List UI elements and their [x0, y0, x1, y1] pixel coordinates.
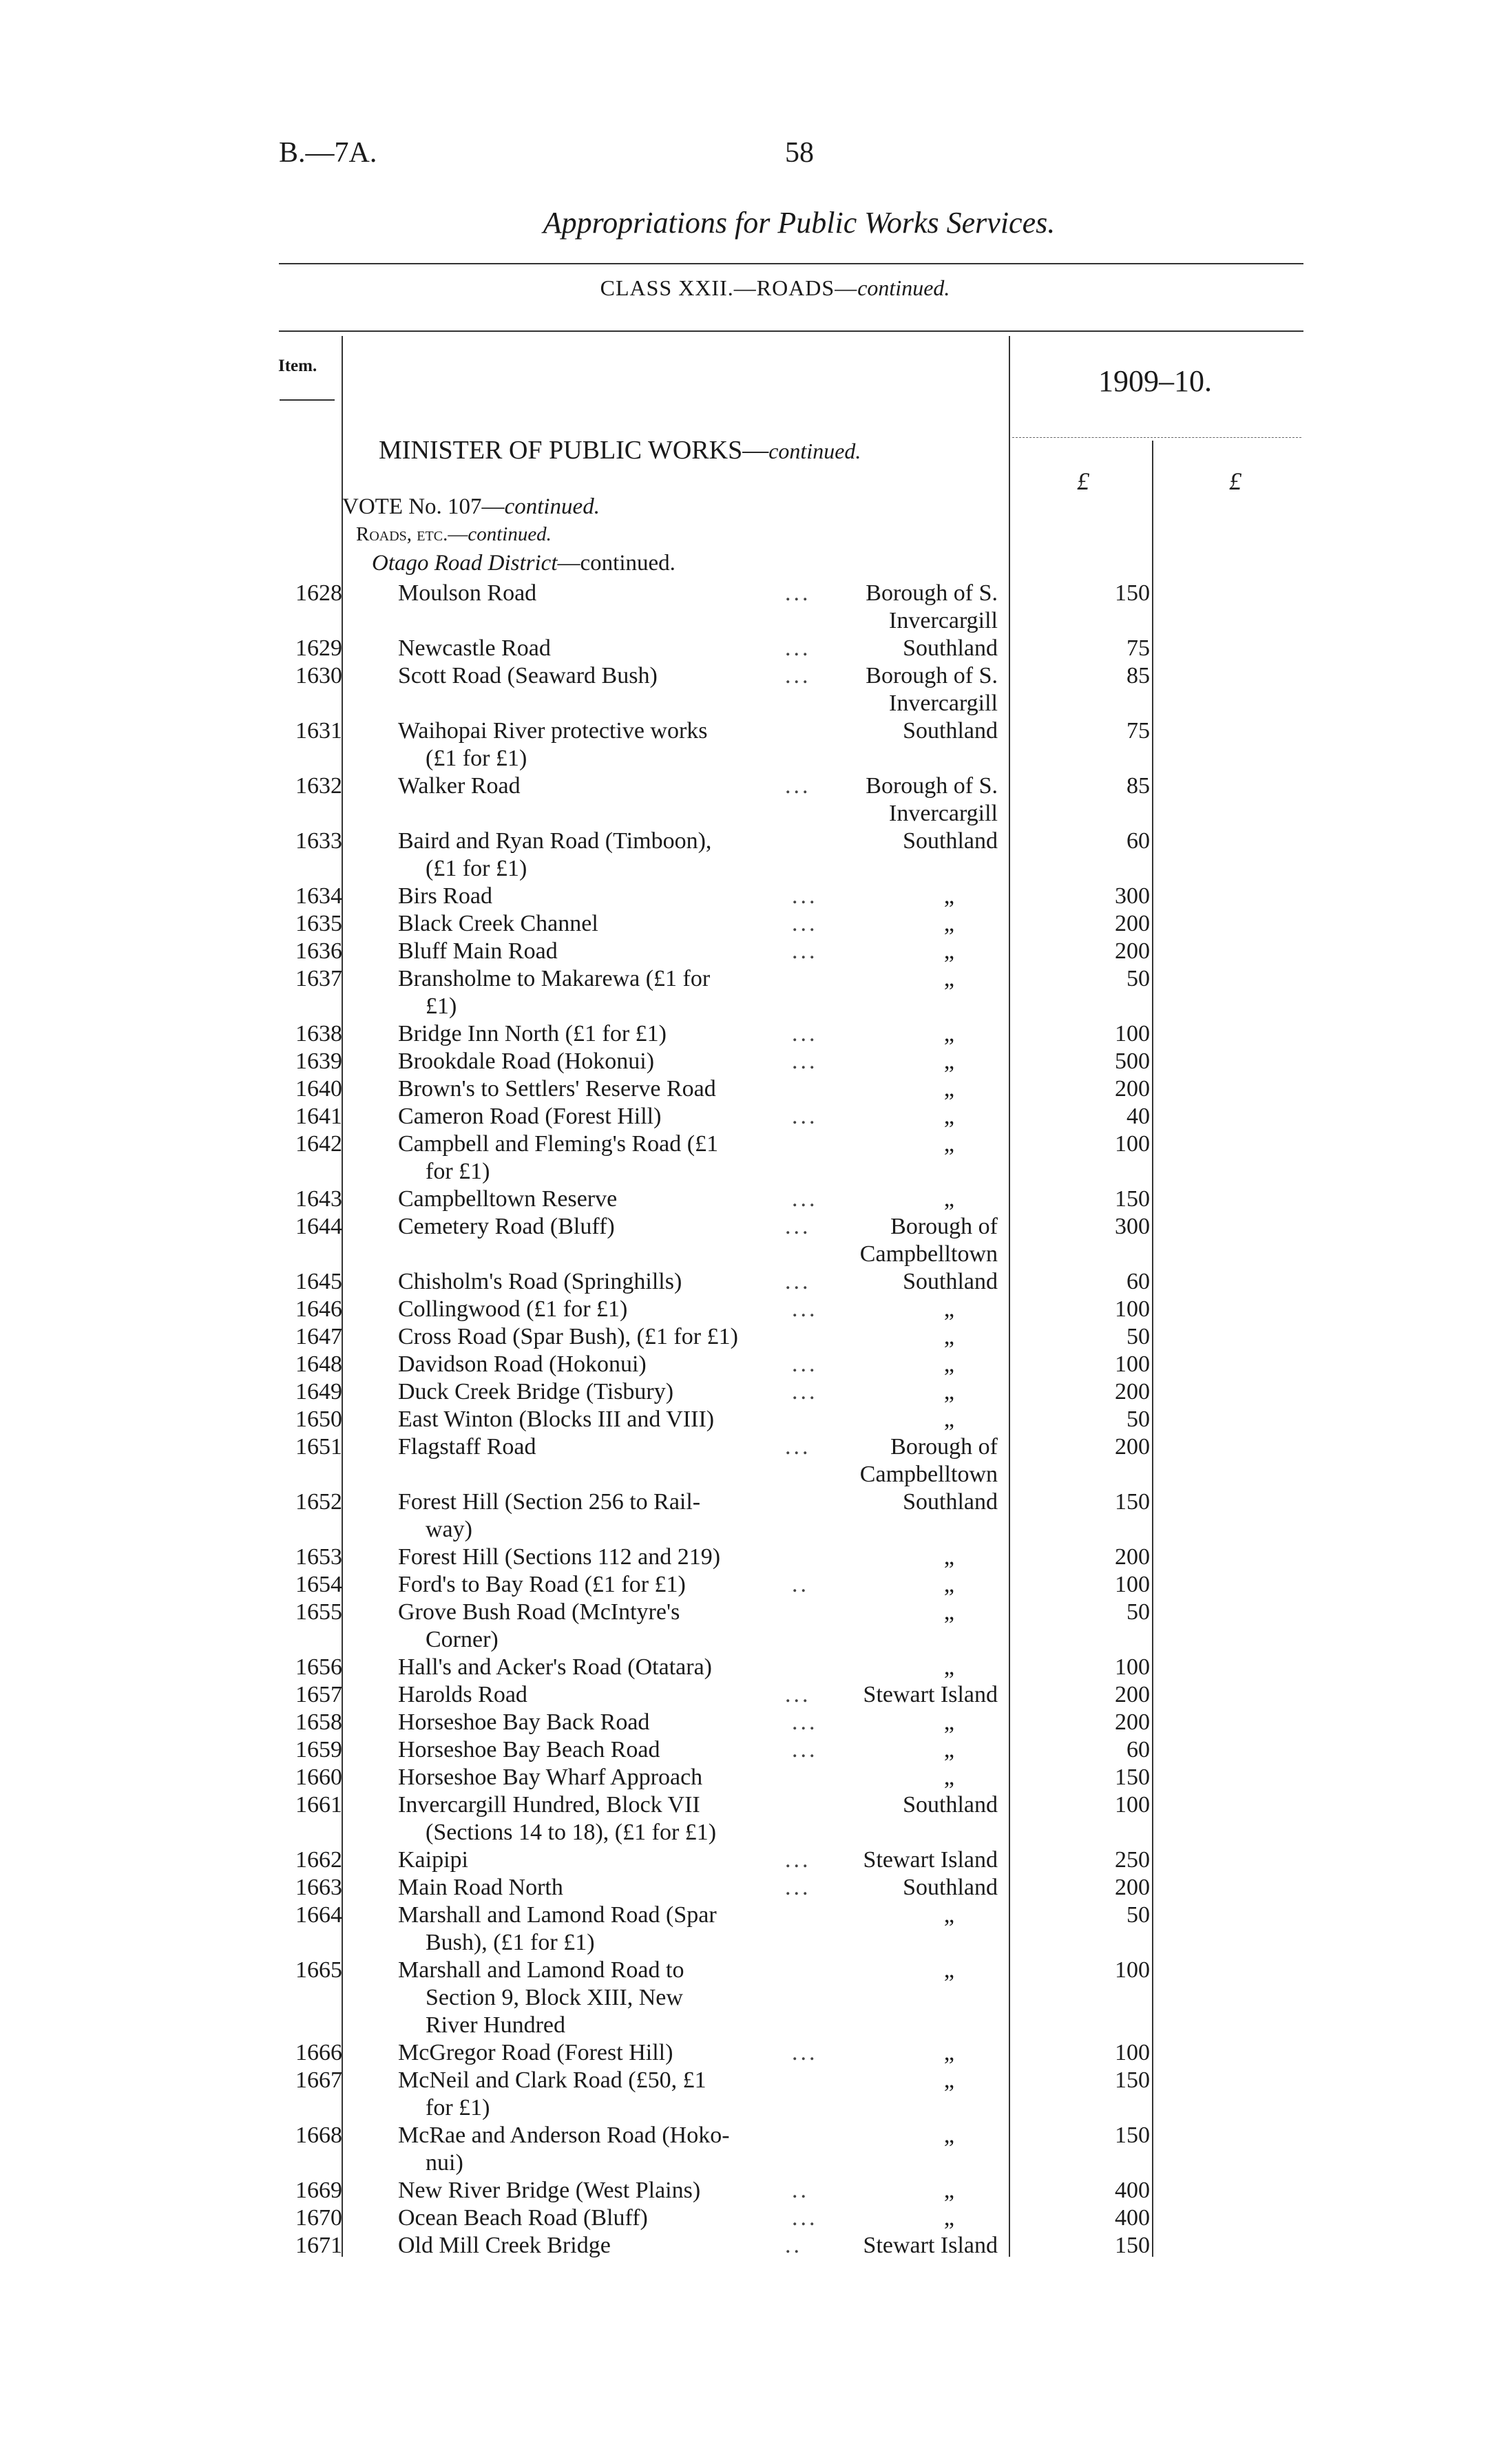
locality: „	[943, 966, 954, 991]
locality: „	[943, 2205, 954, 2231]
item-description: Forest Hill (Section 256 to Rail-	[398, 1489, 701, 1515]
item-number: 1665	[295, 1957, 342, 1983]
locality: „	[943, 1737, 954, 1762]
locality: „	[943, 911, 954, 936]
locality: „	[943, 1351, 954, 1377]
item-description-continued: (Sections 14 to 18), (£1 for £1)	[426, 1820, 717, 1845]
amount: 200	[1115, 938, 1150, 964]
table-row	[0, 1406, 1488, 1433]
table-row	[0, 1378, 1488, 1406]
item-number: 1666	[295, 2040, 342, 2065]
item-number: 1653	[295, 1544, 342, 1570]
item-description-continued: (£1 for £1)	[426, 746, 527, 771]
item-number: 1648	[295, 1351, 342, 1377]
leader-dots: ..	[785, 2233, 802, 2258]
item-number: 1661	[295, 1792, 342, 1818]
item-number: 1641	[295, 1104, 342, 1129]
locality: Southland	[903, 635, 998, 661]
item-number: 1663	[295, 1875, 342, 1900]
amount: 100	[1115, 1296, 1150, 1322]
locality: „	[943, 2040, 954, 2065]
amount: 300	[1115, 1214, 1150, 1239]
locality: „	[943, 2178, 954, 2203]
item-description: Grove Bush Road (McIntyre's	[398, 1599, 680, 1625]
item-description-continued: River Hundred	[426, 2012, 566, 2038]
table-row	[0, 580, 1488, 635]
item-description: New River Bridge (West Plains)	[398, 2178, 701, 2203]
item-description: Birs Road	[398, 883, 492, 909]
item-description: Walker Road	[398, 773, 521, 799]
leader-dots: ...	[792, 2040, 818, 2065]
locality: „	[943, 1654, 954, 1680]
amount: 150	[1115, 2233, 1150, 2258]
amount: 50	[1127, 1599, 1150, 1625]
amount: 200	[1115, 1379, 1150, 1404]
locality: Borough of S.	[866, 773, 998, 799]
item-number: 1642	[295, 1131, 342, 1157]
locality: Stewart Island	[863, 2233, 998, 2258]
item-description: Black Creek Channel	[398, 911, 598, 936]
leader-dots: ...	[792, 1186, 818, 1212]
item-description: McGregor Road (Forest Hill)	[398, 2040, 673, 2065]
item-description: Flagstaff Road	[398, 1434, 536, 1460]
item-description: Collingwood (£1 for £1)	[398, 1296, 628, 1322]
locality: „	[943, 1599, 954, 1625]
item-description-continued: Bush), (£1 for £1)	[426, 1930, 595, 1955]
locality-continued: Campbelltown	[859, 1241, 998, 1267]
leader-dots: ...	[792, 1709, 818, 1735]
roads-text: Roads, etc.—	[356, 523, 468, 545]
table-row	[0, 1488, 1488, 1544]
table-row	[0, 1048, 1488, 1075]
item-number: 1633	[295, 828, 342, 854]
item-number: 1670	[295, 2205, 342, 2231]
item-description: Horseshoe Bay Wharf Approach	[398, 1765, 703, 1790]
roads-heading	[356, 523, 552, 546]
leader-dots: ...	[785, 1875, 811, 1900]
item-number: 1637	[295, 966, 342, 991]
item-description-continued: for £1)	[426, 2095, 490, 2120]
amount: 60	[1127, 1737, 1150, 1762]
item-number: 1664	[295, 1902, 342, 1928]
item-description: Forest Hill (Sections 112 and 219)	[398, 1544, 721, 1570]
amount: 60	[1127, 1269, 1150, 1294]
amount: 100	[1115, 2040, 1150, 2065]
table-row	[0, 1764, 1488, 1791]
amount: 150	[1115, 1489, 1150, 1515]
item-description: Ocean Beach Road (Bluff)	[398, 2205, 648, 2231]
class-heading-continued: continued.	[857, 275, 950, 300]
locality: „	[943, 1902, 954, 1928]
amount: 100	[1115, 1792, 1150, 1818]
leader-dots: ...	[785, 773, 811, 799]
locality: „	[943, 2123, 954, 2148]
table-row	[0, 1681, 1488, 1709]
year-column-header: 1909–10.	[1098, 364, 1212, 398]
amount: 200	[1115, 1434, 1150, 1460]
leader-dots: ...	[792, 1351, 818, 1377]
leader-dots: ...	[792, 938, 818, 964]
locality: „	[943, 883, 954, 909]
locality: „	[943, 1324, 954, 1349]
item-description: Duck Creek Bridge (Tisbury)	[398, 1379, 674, 1404]
table-row	[0, 1599, 1488, 1654]
amount: 200	[1115, 1076, 1150, 1102]
item-description-continued: Corner)	[426, 1627, 499, 1652]
locality-continued: Invercargill	[889, 691, 998, 716]
item-description: Scott Road (Seaward Bush)	[398, 663, 658, 688]
table-row	[0, 717, 1488, 772]
locality: Borough of S.	[866, 663, 998, 688]
item-number: 1657	[295, 1682, 342, 1707]
item-description: Cameron Road (Forest Hill)	[398, 1104, 662, 1129]
table-row	[0, 1323, 1488, 1351]
table-row	[0, 2122, 1488, 2177]
page-number: 58	[785, 137, 814, 169]
class-heading-text: CLASS XXII.—ROADS—	[600, 275, 858, 300]
leader-dots: ...	[785, 1847, 811, 1873]
amount: 50	[1127, 1324, 1150, 1349]
table-row	[0, 1791, 1488, 1846]
locality: Southland	[903, 828, 998, 854]
amount: 100	[1115, 1131, 1150, 1157]
amount: 100	[1115, 1572, 1150, 1597]
table-row	[0, 1433, 1488, 1488]
amount: 400	[1115, 2178, 1150, 2203]
item-description: Brookdale Road (Hokonui)	[398, 1049, 655, 1074]
leader-dots: ..	[792, 1572, 809, 1597]
minister-heading	[379, 435, 861, 465]
pound-header-2: £	[1229, 467, 1241, 495]
table-row	[0, 2177, 1488, 2204]
table-row	[0, 938, 1488, 965]
amount: 200	[1115, 911, 1150, 936]
item-number: 1628	[295, 580, 342, 606]
leader-dots: ...	[792, 883, 818, 909]
year-header-rule	[1012, 437, 1301, 438]
locality: „	[943, 1296, 954, 1322]
locality: „	[943, 1572, 954, 1597]
amount: 200	[1115, 1682, 1150, 1707]
item-number: 1632	[295, 773, 342, 799]
vote-heading	[342, 494, 600, 520]
item-number: 1638	[295, 1021, 342, 1046]
table-row	[0, 828, 1488, 883]
item-description: Bridge Inn North (£1 for £1)	[398, 1021, 667, 1046]
amount: 100	[1115, 1654, 1150, 1680]
amount: 75	[1127, 718, 1150, 744]
item-number: 1636	[295, 938, 342, 964]
locality: Borough of	[890, 1434, 998, 1460]
title-rule	[279, 263, 1303, 264]
table-row	[0, 772, 1488, 828]
table-row	[0, 1186, 1488, 1213]
item-number: 1669	[295, 2178, 342, 2203]
page-title: Appropriations for Public Works Services.	[543, 206, 1056, 240]
locality: „	[943, 1049, 954, 1074]
amount: 200	[1115, 1875, 1150, 1900]
pound-header-1: £	[1077, 467, 1089, 495]
amount: 150	[1115, 1765, 1150, 1790]
locality: Southland	[903, 1875, 998, 1900]
amount: 85	[1127, 663, 1150, 688]
table-row	[0, 1957, 1488, 2039]
item-number: 1644	[295, 1214, 342, 1239]
item-number: 1660	[295, 1765, 342, 1790]
table-row	[0, 1213, 1488, 1268]
class-heading-rule	[279, 330, 1303, 332]
leader-dots: ...	[792, 1021, 818, 1046]
locality: „	[943, 1379, 954, 1404]
table-row	[0, 2204, 1488, 2232]
item-description: McRae and Anderson Road (Hoko-	[398, 2123, 730, 2148]
document-reference: B.—7A.	[279, 137, 377, 169]
table-row	[0, 1736, 1488, 1764]
table-row	[0, 2232, 1488, 2260]
leader-dots: ...	[785, 635, 811, 661]
item-number: 1647	[295, 1324, 342, 1349]
leader-dots: ...	[785, 663, 811, 688]
item-number: 1656	[295, 1654, 342, 1680]
locality: „	[943, 938, 954, 964]
item-number: 1649	[295, 1379, 342, 1404]
locality-continued: Invercargill	[889, 801, 998, 826]
table-row	[0, 1654, 1488, 1681]
item-description-continued: £1)	[426, 993, 457, 1019]
amount: 100	[1115, 1021, 1150, 1046]
table-row	[0, 1075, 1488, 1103]
amount: 150	[1115, 1186, 1150, 1212]
leader-dots: ...	[785, 580, 811, 606]
table-row	[0, 2067, 1488, 2122]
table-row	[0, 1571, 1488, 1599]
table-row	[0, 1902, 1488, 1957]
item-description: Bransholme to Makarewa (£1 for	[398, 966, 711, 991]
vote-continued: continued.	[504, 494, 600, 519]
item-number: 1658	[295, 1709, 342, 1735]
item-number: 1655	[295, 1599, 342, 1625]
leader-dots: ...	[785, 1682, 811, 1707]
locality: Stewart Island	[863, 1682, 998, 1707]
item-description: Chisholm's Road (Springhills)	[398, 1269, 682, 1294]
item-description: Horseshoe Bay Beach Road	[398, 1737, 660, 1762]
amount: 200	[1115, 1544, 1150, 1570]
item-number: 1654	[295, 1572, 342, 1597]
amount: 85	[1127, 773, 1150, 799]
table-row	[0, 2039, 1488, 2067]
item-description-continued: (£1 for £1)	[426, 856, 527, 881]
locality: „	[943, 1765, 954, 1790]
item-description: Davidson Road (Hokonui)	[398, 1351, 647, 1377]
table-row	[0, 1846, 1488, 1874]
item-number: 1640	[295, 1076, 342, 1102]
minister-continued: continued.	[768, 439, 861, 463]
item-description: Brown's to Settlers' Reserve Road	[398, 1076, 716, 1102]
item-description: Invercargill Hundred, Block VII	[398, 1792, 700, 1818]
amount: 75	[1127, 635, 1150, 661]
locality-continued: Campbelltown	[859, 1462, 998, 1487]
vote-text: VOTE No. 107—	[342, 494, 505, 519]
item-number: 1629	[295, 635, 342, 661]
locality: „	[943, 1104, 954, 1129]
amount: 500	[1115, 1049, 1150, 1074]
locality-continued: Invercargill	[889, 608, 998, 633]
amount: 100	[1115, 1957, 1150, 1983]
item-number: 1645	[295, 1269, 342, 1294]
amount: 50	[1127, 966, 1150, 991]
table-row	[0, 883, 1488, 910]
district-heading	[372, 551, 675, 576]
amount: 300	[1115, 883, 1150, 909]
table-row	[0, 1351, 1488, 1378]
item-number: 1671	[295, 2233, 342, 2258]
locality: „	[943, 1021, 954, 1046]
table-row	[0, 635, 1488, 662]
item-number: 1646	[295, 1296, 342, 1322]
item-number: 1662	[295, 1847, 342, 1873]
table-row	[0, 1020, 1488, 1048]
item-description: Ford's to Bay Road (£1 for £1)	[398, 1572, 686, 1597]
item-description: Hall's and Acker's Road (Otatara)	[398, 1654, 712, 1680]
district-continued: —continued.	[557, 551, 675, 576]
locality: „	[943, 1131, 954, 1157]
table-row	[0, 910, 1488, 938]
item-number: 1650	[295, 1407, 342, 1432]
table-row	[0, 1268, 1488, 1296]
item-description: Waihopai River protective works	[398, 718, 708, 744]
item-description: Cross Road (Spar Bush), (£1 for £1)	[398, 1324, 738, 1349]
item-number: 1652	[295, 1489, 342, 1515]
locality: Southland	[903, 1269, 998, 1294]
amount: 60	[1127, 828, 1150, 854]
item-description-continued: way)	[426, 1517, 472, 1542]
locality: „	[943, 1709, 954, 1735]
leader-dots: ...	[792, 1104, 818, 1129]
item-number: 1651	[295, 1434, 342, 1460]
item-number: 1635	[295, 911, 342, 936]
item-description-continued: nui)	[426, 2150, 463, 2176]
table-row	[0, 1296, 1488, 1323]
class-heading	[0, 275, 1488, 301]
leader-dots: ...	[785, 1214, 811, 1239]
leader-dots: ..	[792, 2178, 809, 2203]
leader-dots: ...	[792, 1296, 818, 1322]
item-description: Marshall and Lamond Road (Spar	[398, 1902, 717, 1928]
table-row	[0, 1709, 1488, 1736]
item-number: 1639	[295, 1049, 342, 1074]
item-description: Newcastle Road	[398, 635, 551, 661]
amount: 100	[1115, 1351, 1150, 1377]
item-description-continued: Section 9, Block XIII, New	[426, 1985, 683, 2010]
table-row	[0, 1544, 1488, 1571]
amount: 40	[1127, 1104, 1150, 1129]
locality: Southland	[903, 1792, 998, 1818]
item-header-rule	[280, 399, 335, 401]
item-description: Main Road North	[398, 1875, 563, 1900]
leader-dots: ...	[785, 1434, 811, 1460]
item-description: East Winton (Blocks III and VIII)	[398, 1407, 715, 1432]
amount: 150	[1115, 2123, 1150, 2148]
amount: 200	[1115, 1709, 1150, 1735]
locality: Borough of	[890, 1214, 998, 1239]
item-description: Old Mill Creek Bridge	[398, 2233, 611, 2258]
amount: 400	[1115, 2205, 1150, 2231]
item-description: Campbell and Fleming's Road (£1	[398, 1131, 719, 1157]
amount: 50	[1127, 1902, 1150, 1928]
item-description: Marshall and Lamond Road to	[398, 1957, 684, 1983]
leader-dots: ...	[792, 1737, 818, 1762]
item-number: 1667	[295, 2067, 342, 2093]
locality: „	[943, 1957, 954, 1983]
locality: „	[943, 2067, 954, 2093]
item-description: McNeil and Clark Road (£50, £1	[398, 2067, 706, 2093]
table-row	[0, 1130, 1488, 1186]
locality: „	[943, 1544, 954, 1570]
roads-continued: continued.	[468, 523, 552, 545]
leader-dots: ...	[792, 2205, 818, 2231]
item-description: Bluff Main Road	[398, 938, 558, 964]
leader-dots: ...	[792, 1379, 818, 1404]
item-number: 1668	[295, 2123, 342, 2148]
leader-dots: ...	[785, 1269, 811, 1294]
locality: „	[943, 1407, 954, 1432]
minister-text: MINISTER OF PUBLIC WORKS—	[379, 436, 769, 465]
locality: Stewart Island	[863, 1847, 998, 1873]
locality: Southland	[903, 1489, 998, 1515]
item-number: 1631	[295, 718, 342, 744]
locality: „	[943, 1186, 954, 1212]
item-description: Horseshoe Bay Back Road	[398, 1709, 650, 1735]
item-number: 1634	[295, 883, 342, 909]
locality: Borough of S.	[866, 580, 998, 606]
amount: 50	[1127, 1407, 1150, 1432]
item-description: Kaipipi	[398, 1847, 468, 1873]
item-description: Campbelltown Reserve	[398, 1186, 618, 1212]
table-row	[0, 1874, 1488, 1902]
table-row	[0, 1103, 1488, 1130]
item-description: Baird and Ryan Road (Timboon),	[398, 828, 712, 854]
leader-dots: ...	[792, 911, 818, 936]
locality: „	[943, 1076, 954, 1102]
item-number: 1659	[295, 1737, 342, 1762]
table-row	[0, 965, 1488, 1020]
item-number: 1630	[295, 663, 342, 688]
locality: Southland	[903, 718, 998, 744]
district-text: Otago Road District	[372, 551, 558, 576]
item-description: Cemetery Road (Bluff)	[398, 1214, 615, 1239]
leader-dots: ...	[792, 1049, 818, 1074]
item-description-continued: for £1)	[426, 1159, 490, 1184]
table-row	[0, 662, 1488, 717]
item-column-header: Item.	[278, 357, 317, 375]
item-description: Moulson Road	[398, 580, 537, 606]
item-description: Harolds Road	[398, 1682, 527, 1707]
amount: 250	[1115, 1847, 1150, 1873]
item-number: 1643	[295, 1186, 342, 1212]
amount: 150	[1115, 580, 1150, 606]
amount: 150	[1115, 2067, 1150, 2093]
